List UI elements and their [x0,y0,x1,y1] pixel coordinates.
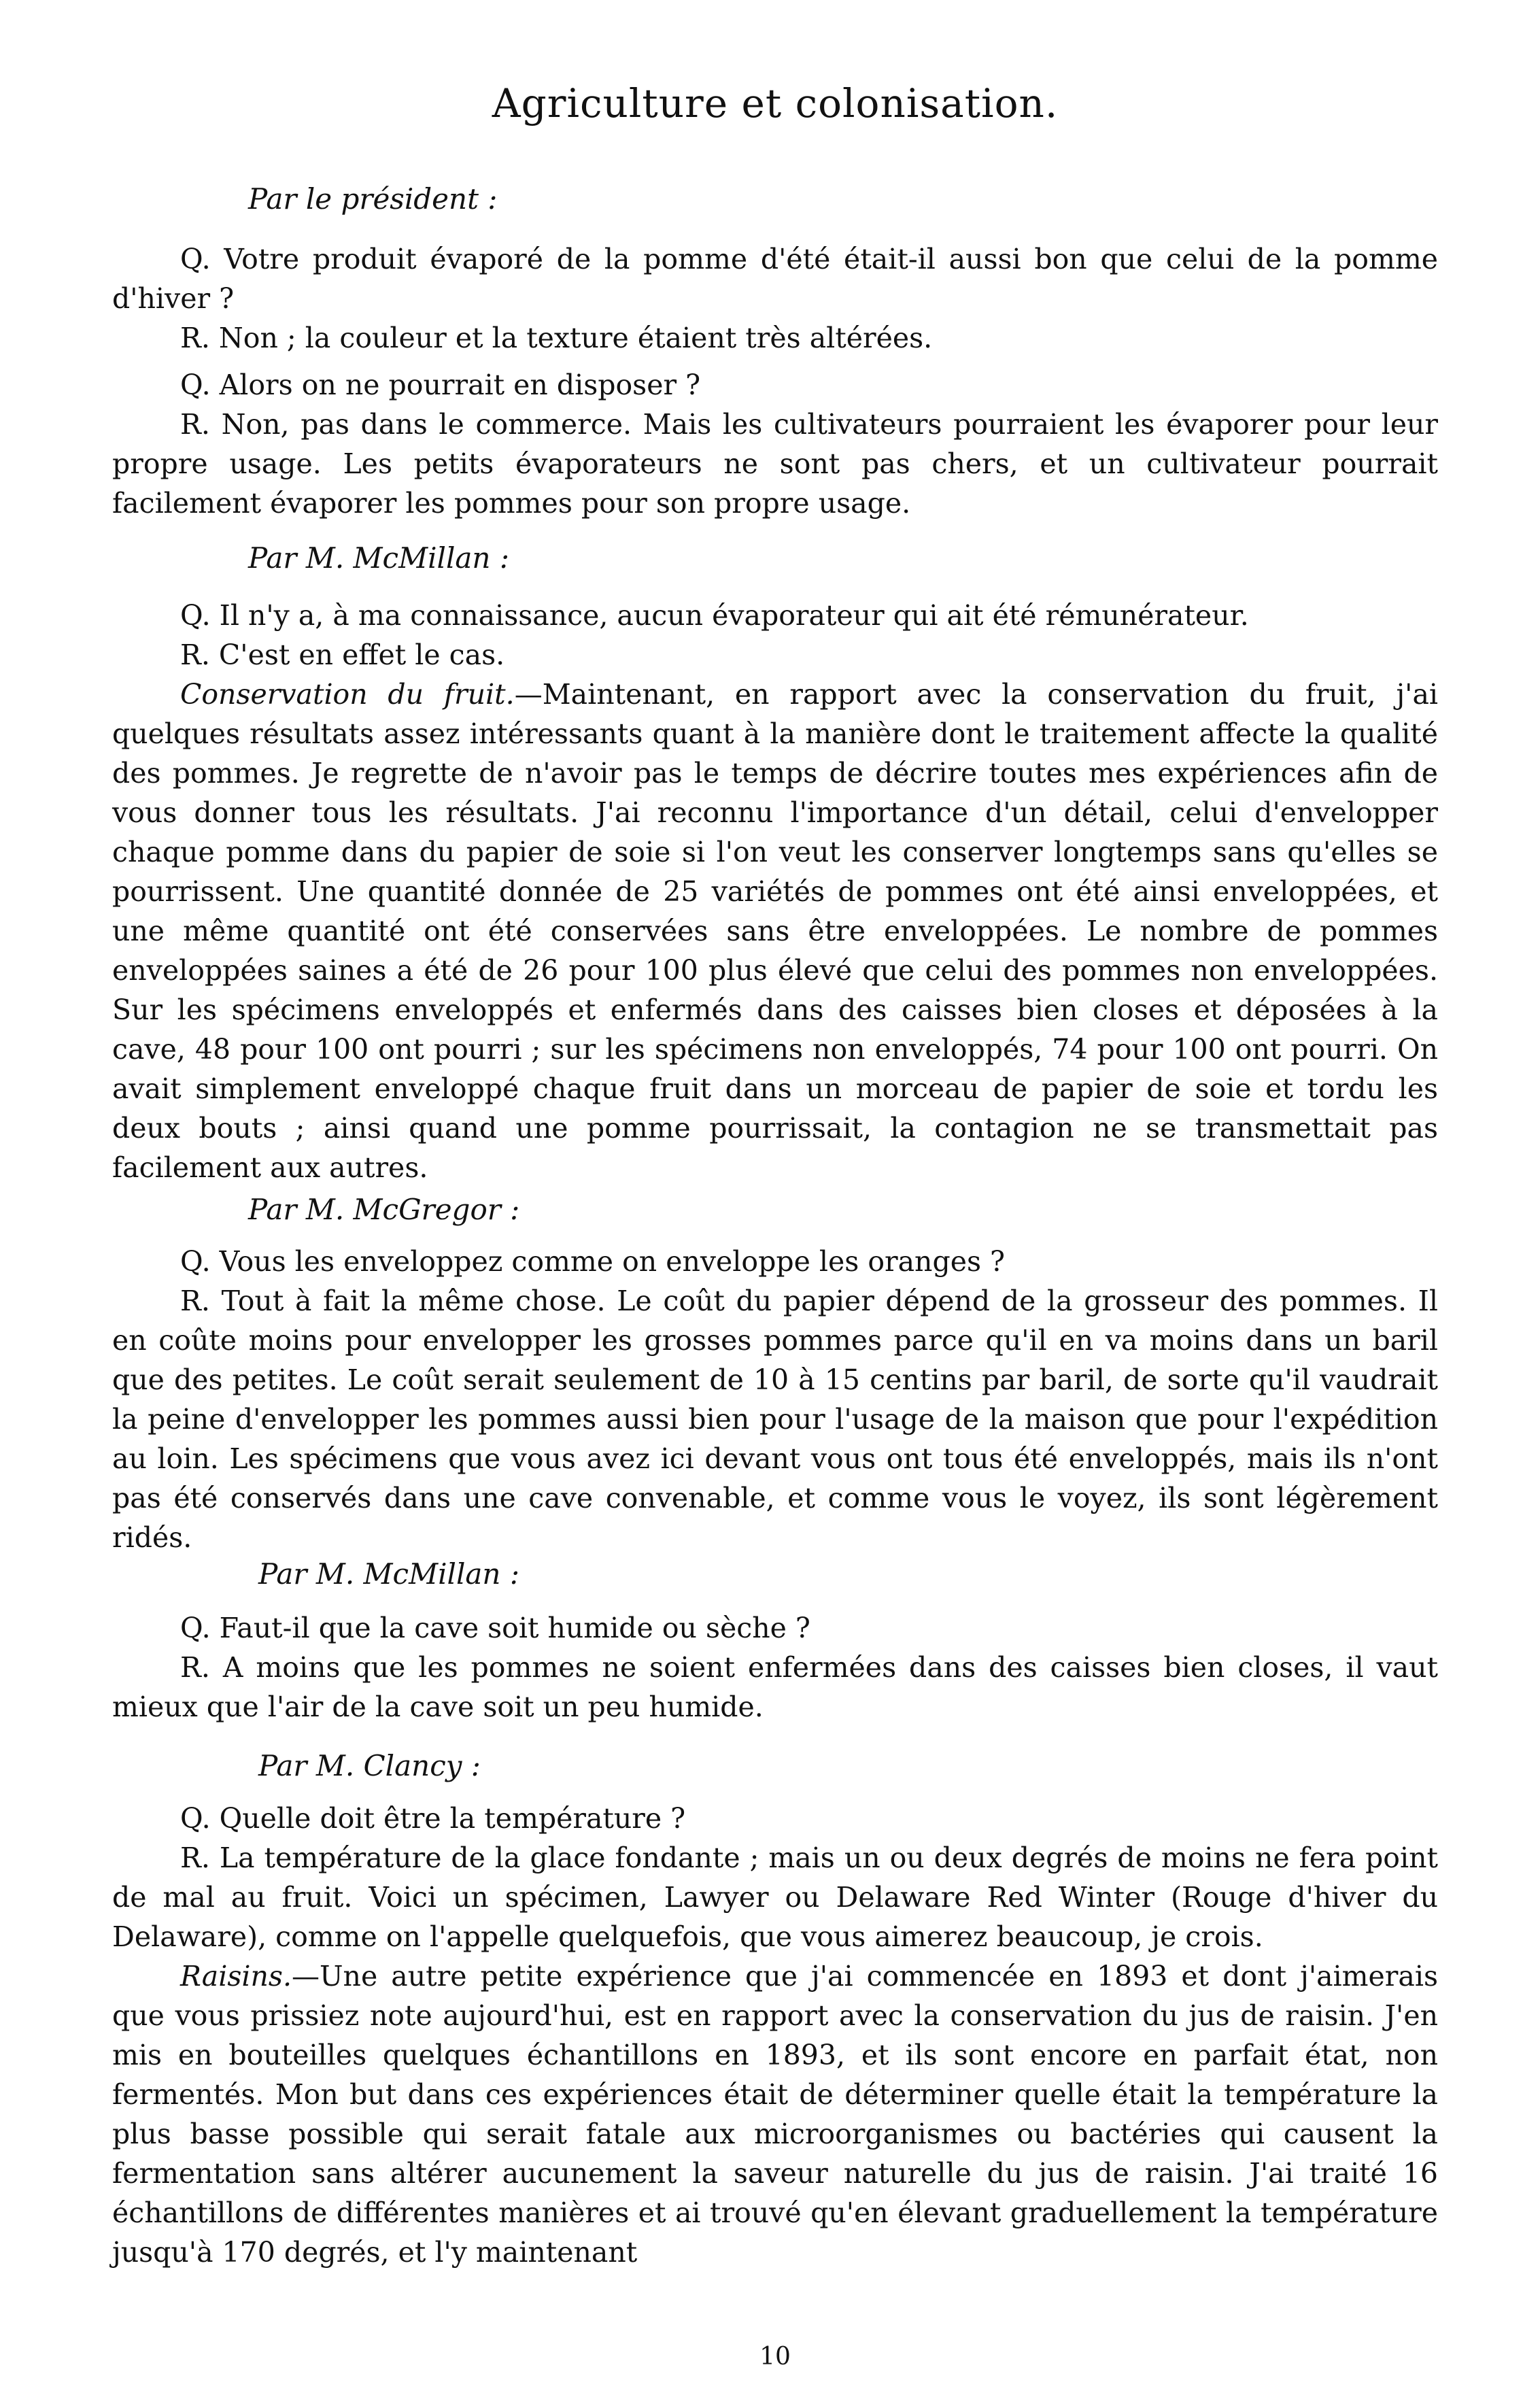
speaker-label: Par M. Clancy : [258,1749,481,1782]
speaker-label: Par M. McGregor : [248,1193,520,1226]
question-paragraph: Q. Quelle doit être la température ? [180,1802,686,1835]
answer-paragraph: R. Tout à fait la même chose. Le coût du papier dépend de la grosseur des pommes. Il en coûte moins pour envelopper les grosses pommes parce qu'il en va moins dans un baril que des petites. Le coût serait seulement de 10 à 15 centins par baril, de sorte qu'il vaudrait la peine d'envelopper les pommes aussi bien pour l'usage de la maison que pour l'expédition au loin. Les spécimens que vous avez ici devant vous ont tous été enveloppés, mais ils n'ont pas été conservés dans une cave convenable, et comme vous le voyez, ils sont légèrement ridés. [112,1285,1438,1554]
speaker-label: Par le président : [248,182,498,216]
answer-paragraph: R. Non, pas dans le commerce. Mais les cultivateurs pourraient les évaporer pour leur propre usage. Les petits évaporateurs ne sont pas chers, et un cultivateur pourrait facilement évaporer les pommes pour son propre usage. [112,408,1438,520]
qa-block [112,1242,1438,1557]
question-paragraph: Q. Votre produit évaporé de la pomme d'été était-il aussi bon que celui de la pomme d'hiver ? [112,243,1438,315]
section-label: Conservation du fruit. [180,678,515,711]
question-paragraph: Q. Alors on ne pourrait en disposer ? [180,369,701,401]
answer-paragraph: R. La température de la glace fondante ; mais un ou deux degrés de moins ne fera point de mal au fruit. Voici un spécimen, Lawyer ou Delaware Red Winter (Rouge d'hiver du Delaware), comme on l'appelle quelquefois, que vous aimerez beaucoup, je crois. [112,1842,1438,1953]
qa-block [112,596,1438,1187]
answer-paragraph: R. Non ; la couleur et la texture étaient très altérées. [180,322,933,354]
page-number: 10 [759,2343,791,2371]
section-label: Raisins. [180,1960,292,1992]
question-paragraph: Q. Faut-il que la cave soit humide ou sèche ? [180,1612,810,1644]
document-page [112,0,1438,2408]
section-text: —Une autre petite expérience que j'ai commencée en 1893 et dont j'aimerais que vous prissiez note aujourd'hui, est en rapport avec la conservation du jus de raisin. J'en mis en bouteilles quelques échantillons en 1893, et ils sont encore en parfait état, non fermentés. Mon but dans ces expériences était de déterminer quelle était la température la plus basse possible qui serait fatale aux microorganismes ou bactéries qui causent la fermentation sans altérer aucunement la saveur naturelle du jus de raisin. J'ai traité 16 échantillons de différentes manières et ai trouvé qu'en élevant graduellement la température jusqu'à 170 degrés, et l'y maintenant [112,1960,1438,2269]
section-text: —Maintenant, en rapport avec la conservation du fruit, j'ai quelques résultats assez intéressants quant à la manière dont le traitement affecte la qualité des pommes. Je regrette de n'avoir pas le temps de décrire toutes mes expériences afin de vous donner tous les résultats. J'ai reconnu l'importance d'un détail, celui d'envelopper chaque pomme dans du papier de soie si l'on veut les conserver longtemps sans qu'elles se pourrissent. Une quantité donnée de 25 variétés de pommes ont été ainsi enveloppées, et une même quantité ont été conservées sans être enveloppées. Le nombre de pommes enveloppées saines a été de 26 pour 100 plus élevé que celui des pommes non enveloppées. Sur les spécimens enveloppés et enfermés dans des caisses bien closes et déposées à la cave, 48 pour 100 ont pourri ; sur les spécimens non enveloppés, 74 pour 100 ont pourri. On avait simplement enveloppé chaque fruit dans un morceau de papier de soie et tordu les deux bouts ; ainsi quand une pomme pourrissait, la contagion ne se transmettait pas facilement aux autres. [112,678,1439,1184]
speaker-label: Par M. McMillan : [258,1557,519,1591]
page-title: Agriculture et colonisation. [492,80,1059,126]
answer-paragraph: R. C'est en effet le cas. [180,639,505,671]
qa-block [112,239,1438,358]
qa-block [112,1799,1438,2272]
section-paragraph [112,1956,1438,2272]
qa-block [112,365,1438,523]
section-paragraph [112,675,1438,1187]
qa-block [112,1608,1438,1727]
question-paragraph: Q. Vous les enveloppez comme on enveloppe les oranges ? [180,1245,1006,1278]
answer-paragraph: R. A moins que les pommes ne soient enfermées dans des caisses bien closes, il vaut mieux que l'air de la cave soit un peu humide. [112,1651,1438,1723]
question-paragraph: Q. Il n'y a, à ma connaissance, aucun évaporateur qui ait été rémunérateur. [180,599,1249,632]
speaker-label: Par M. McMillan : [248,541,509,575]
